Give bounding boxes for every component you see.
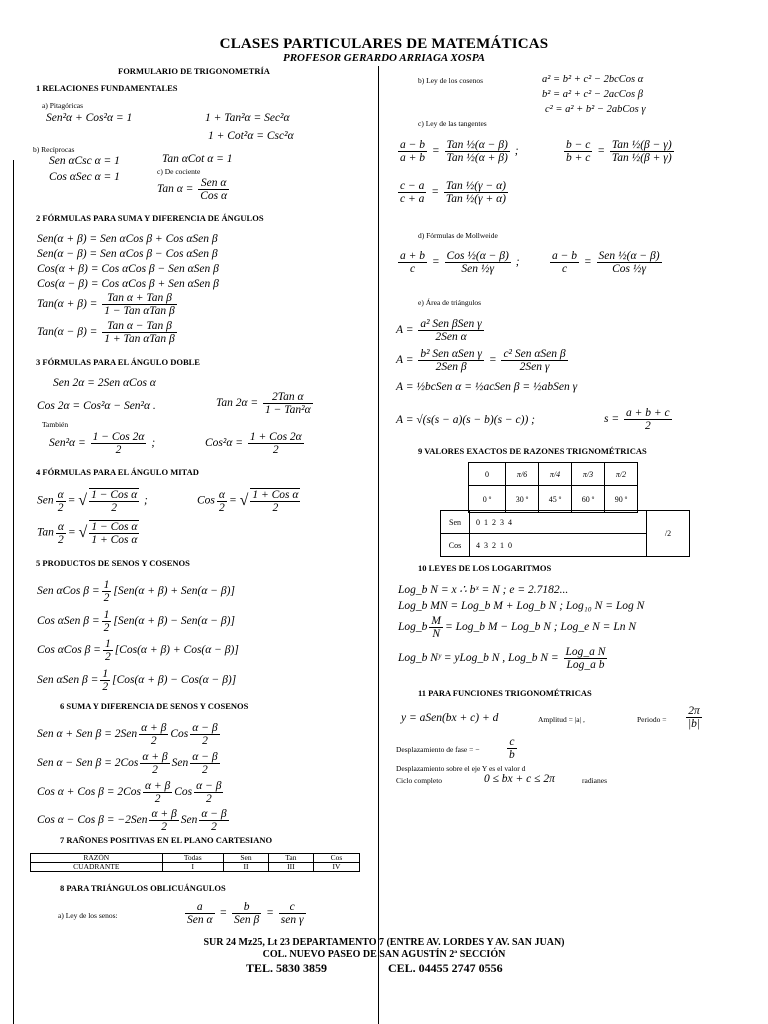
pythagorean-label: a) Pitagóricas xyxy=(42,101,84,110)
amplitude-text: Amplitud = |a| , xyxy=(538,715,585,724)
footer-cell: CEL. 04455 2747 0556 xyxy=(388,961,503,975)
table-cell: RAZÓN xyxy=(31,854,163,863)
quadrant-table xyxy=(30,853,360,872)
formula-sumdiff-2: Sen α − Sen β = 2Cos $\frac{\alpha + \beta}{2}$ Sen $\frac{\alpha - \beta}{2}$ xyxy=(37,751,218,776)
period-formula: $\frac{2\pi}{|b|}$ xyxy=(688,705,701,730)
formula-sum-sen-plus: Sen(α + β) = Sen αCos β + Cos αSen β xyxy=(37,233,218,245)
table-cell: 0 º xyxy=(469,486,506,513)
left-margin-line xyxy=(13,160,14,1024)
table-cell: π/2 xyxy=(605,463,638,486)
footer-colony: COL. NUEVO PASEO DE SAN AGUSTÍN 2ª SECCIÓN xyxy=(262,949,506,960)
also-label: También xyxy=(42,420,69,429)
formula-half-cos: Cos $\frac{\alpha}{2}$ = √ 1 + Cos α 2 xyxy=(197,488,299,514)
formula-sumdiff-4: Cos α − Cos β = −2Sen $\frac{\alpha + \beta}{2}$ Sen $\frac{\alpha - \beta}{2}$ xyxy=(37,808,227,833)
formula-recip-2: Tan αCot α = 1 xyxy=(162,153,233,165)
full-cycle-label: Ciclo completo xyxy=(396,776,443,785)
section-5-title: 5 PRODUCTOS DE SENOS Y COSENOS xyxy=(36,558,190,568)
formula-double-tan: Tan 2α = 2Tan α 1 − Tan²α xyxy=(216,391,311,416)
radians-label: radianes xyxy=(582,776,607,785)
full-cycle-formula: 0 ≤ bx + c ≤ 2π xyxy=(484,773,555,785)
table-cell: 30 º xyxy=(506,486,539,513)
section-7-title: 7 RAÑONES POSITIVAS EN EL PLANO CARTESIANO xyxy=(60,835,273,845)
page-title: CLASES PARTICULARES DE MATEMÁTICAS xyxy=(219,36,549,52)
section-10-title: 10 LEYES DE LOS LOGARITMOS xyxy=(418,563,552,573)
period-label: Periodo = xyxy=(637,715,667,724)
table-row xyxy=(31,863,360,872)
formula-tangents-1: $\frac{a - b}{a + b}$ = Tan ½(α − β) Tan ½(α + β) ; xyxy=(400,139,519,164)
formula-log-product: Log_b MN = Log_b M + Log_b N ; Log₁₀ N = Log N xyxy=(398,600,645,612)
formula-double-sen: Sen 2α = 2Sen αCos α xyxy=(53,377,156,389)
formula-pythag-2: 1 + Tan²α = Sec²α xyxy=(205,112,290,124)
table-cell: π/6 xyxy=(506,463,539,486)
mollweide-label: d) Fórmulas de Mollweide xyxy=(418,231,498,240)
table-cell: 0 1 2 3 4 xyxy=(470,511,647,534)
law-of-tangents-label: c) Ley de las tangentes xyxy=(418,119,487,128)
table-cell: /2 xyxy=(647,511,690,557)
section-4-title: 4 FÓRMULAS PARA EL ÁNGULO MITAD xyxy=(36,467,199,477)
table-cell: 90 º xyxy=(605,486,638,513)
table-cell: II xyxy=(223,863,268,872)
table-cell: 4 3 2 1 0 xyxy=(470,534,647,557)
formula-double-cos: Cos 2α = Cos²α − Sen²α . xyxy=(37,400,156,412)
formula-sumdiff-3: Cos α + Cos β = 2Cos $\frac{\alpha + \beta}{2}$ Cos $\frac{\alpha - \beta}{2}$ xyxy=(37,780,222,805)
formula-prod-1: Sen αCos β = $\frac{1}{2}$ [Sen(α + β) + Sen(α − β)] xyxy=(37,579,235,604)
sen-cos-values-table xyxy=(440,510,690,557)
section-9-title: 9 VALORES EXACTOS DE RAZONES TRIGNOMÉTRICAS xyxy=(418,446,647,456)
quotient-label: c) De cociente xyxy=(157,167,201,176)
formula-area-2: A = b² Sen αSen γ 2Sen β = c² Sen αSen β 2Sen γ xyxy=(396,348,566,373)
phase-shift-text: Desplazamiento de fase = − xyxy=(396,745,480,754)
table-cell: CUADRANTE xyxy=(31,863,163,872)
table-row xyxy=(469,463,638,486)
formula-mollweide-2: $\frac{a - b}{c}$ = Sen ½(α − β) Cos ½γ xyxy=(552,250,660,275)
footer-phone: TEL. 5830 3859 xyxy=(246,961,328,975)
section-3-title: 3 FÓRMULAS PARA EL ÁNGULO DOBLE xyxy=(36,357,200,367)
formula-tangents-3: $\frac{c - a}{c + a}$ = Tan ½(γ − α) Tan ½(γ + α) xyxy=(400,180,506,205)
section-6-title: 6 SUMA Y DIFERENCIA DE SENOS Y COSENOS xyxy=(60,701,249,711)
formula-trig-function: y = aSen(bx + c) + d xyxy=(401,712,499,724)
formula-half-tan: Tan $\frac{\alpha}{2}$ = √ 1 − Cos α 1 + Cos α xyxy=(37,520,138,546)
footer-address: SUR 24 Mz25, Lt 23 DEPARTAMENTO 7 (ENTRE AV. LORDES Y AV. SAN JUAN) xyxy=(203,937,565,948)
table-cell: π/4 xyxy=(539,463,572,486)
table-cell: Sen xyxy=(223,854,268,863)
formula-area-3: A = ½bcSen α = ½acSen β = ½abSen γ xyxy=(396,381,578,393)
exact-values-table xyxy=(468,462,638,513)
table-cell: III xyxy=(269,863,314,872)
formula-log-quotient: Log_b $\frac{M}{N}$ = Log_b M − Log_b N ; Log_e N = Ln N xyxy=(398,615,637,640)
table-cell: 60 º xyxy=(572,486,605,513)
formula-cosines-2: b² = a² + c² − 2acCos β xyxy=(542,89,643,100)
table-cell: Tan xyxy=(269,854,314,863)
formula-quotient: Tan α = Sen α Cos α xyxy=(157,177,228,202)
formula-prod-2: Cos αSen β = $\frac{1}{2}$ [Sen(α + β) − Sen(α − β)] xyxy=(37,609,235,634)
table-row xyxy=(441,511,690,534)
table-cell: I xyxy=(162,863,223,872)
section-2-title: 2 FÓRMULAS PARA SUMA Y DIFERENCIA DE ÁNGULOS xyxy=(36,213,264,223)
table-row xyxy=(469,486,638,513)
section-1-title: 1 RELACIONES FUNDAMENTALES xyxy=(36,83,178,93)
formula-sum-tan-minus: Tan(α − β) = Tan α − Tan β 1 + Tan αTan β xyxy=(37,320,175,345)
formula-pythag-3: 1 + Cot²α = Csc²α xyxy=(208,130,294,142)
reciprocal-label: b) Recíprocas xyxy=(33,145,75,154)
law-of-cosines-label: b) Ley de los cosenos xyxy=(418,76,483,85)
formula-mollweide-1: $\frac{a + b}{c}$ = Cos ½(α − β) Sen ½γ ; xyxy=(400,250,520,275)
table-cell: π/3 xyxy=(572,463,605,486)
formula-sum-cos-minus: Cos(α − β) = Cos αCos β + Sen αSen β xyxy=(37,278,219,290)
formula-prod-4: Sen αSen β = $\frac{1}{2}$ [Cos(α + β) − Cos(α − β)] xyxy=(37,668,237,693)
phase-shift-formula: $\frac{c}{b}$ xyxy=(509,736,515,761)
table-cell: Todas xyxy=(162,854,223,863)
formula-sum-sen-minus: Sen(α − β) = Sen αCos β − Cos αSen β xyxy=(37,248,218,260)
formula-semiperimeter: s = $\frac{a + b + c}{2}$ xyxy=(604,407,670,432)
section-11-title: 11 PARA FUNCIONES TRIGONOMÉTRICAS xyxy=(418,688,592,698)
form-subtitle: FORMULARIO DE TRIGONOMETRÍA xyxy=(118,66,270,76)
formula-area-1: A = a² Sen βSen γ 2Sen α xyxy=(396,318,482,343)
section-8-title: 8 PARA TRIÁNGULOS OBLICUÁNGULOS xyxy=(60,883,226,893)
formula-sen-squared: Sen²α = 1 − Cos 2α 2 ; xyxy=(49,431,156,456)
formula-area-heron: A = √(s(s − a)(s − b)(s − c)) ; xyxy=(396,414,536,426)
formula-log-power: Log_b Nʸ = yLog_b N , Log_b N = Log_a N Log_a b xyxy=(398,646,606,671)
formula-law-of-sines: a Sen α = b Sen β = c sen γ xyxy=(187,901,304,926)
table-cell: IV xyxy=(313,863,359,872)
triangle-area-label: e) Área de triángulos xyxy=(418,298,482,307)
table-cell: Sen xyxy=(441,511,470,534)
formula-recip-3: Cos αSec α = 1 xyxy=(49,171,120,183)
column-divider xyxy=(378,66,379,1024)
formula-cosines-3: c² = a² + b² − 2abCos γ xyxy=(545,104,646,115)
formula-half-sen: Sen $\frac{\alpha}{2}$ = √ 1 − Cos α 2 ; xyxy=(37,488,148,514)
formula-cosines-1: a² = b² + c² − 2bcCos α xyxy=(542,74,644,85)
formula-log-def: Log_b N = x ∴ bˣ = N ; e = 2.7182... xyxy=(398,584,569,596)
formula-recip-1: Sen αCsc α = 1 xyxy=(49,155,120,167)
formula-sumdiff-1: Sen α + Sen β = 2Sen $\frac{\alpha + \beta}{2}$ Cos $\frac{\alpha - \beta}{2}$ xyxy=(37,722,218,747)
formula-pythag-1: Sen²α + Cos²α = 1 xyxy=(46,112,133,124)
formula-cos-squared: Cos²α = 1 + Cos 2α 2 xyxy=(205,431,302,456)
formula-sum-cos-plus: Cos(α + β) = Cos αCos β − Sen αSen β xyxy=(37,263,219,275)
table-cell: Cos xyxy=(313,854,359,863)
table-cell: 45 º xyxy=(539,486,572,513)
law-of-sines-label: a) Ley de los senos: xyxy=(58,911,118,920)
table-cell: Cos xyxy=(441,534,470,557)
formula-sum-tan-plus: Tan(α + β) = Tan α + Tan β 1 − Tan αTan β xyxy=(37,292,175,317)
vertical-shift-text: Desplazamiento sobre el eje Y es el valor d xyxy=(396,764,526,773)
table-cell: 0 xyxy=(469,463,506,486)
professor-name: PROFESOR GERARDO ARRIAGA XOSPA xyxy=(282,52,486,64)
formula-tangents-2: $\frac{b - c}{b + c}$ = Tan ½(β − γ) Tan ½(β + γ) xyxy=(566,139,672,164)
formula-prod-3: Cos αCos β = $\frac{1}{2}$ [Cos(α + β) + Cos(α − β)] xyxy=(37,638,239,663)
